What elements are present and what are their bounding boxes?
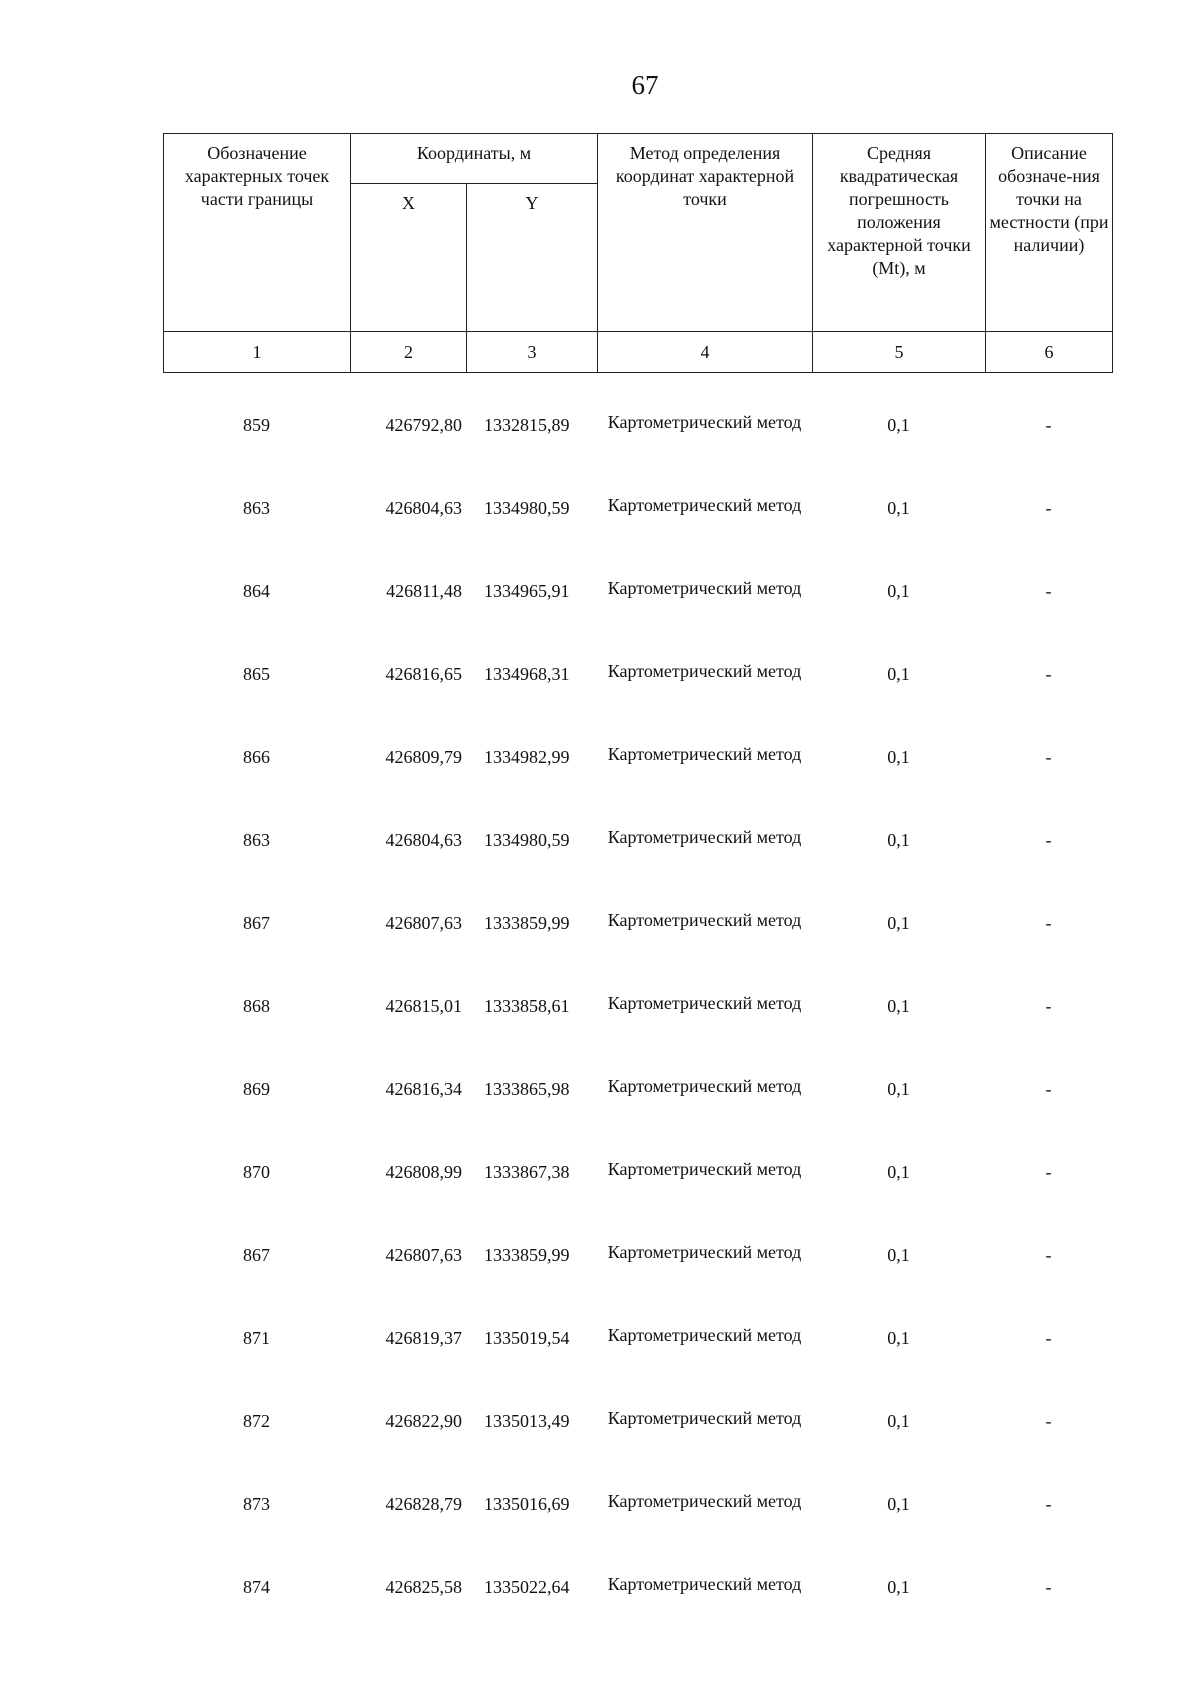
point-description: - [1045,1162,1052,1182]
method: Картометрический метод [607,744,802,764]
table-row [163,1131,1112,1214]
coordinate-y: 1335019,54 [484,1328,570,1348]
mean-error: 0,1 [887,581,910,601]
method: Картометрический метод [607,578,802,598]
mean-error: 0,1 [887,1411,910,1431]
point-description: - [1045,1577,1052,1597]
coordinate-x: 426825,58 [385,1577,462,1597]
point-designation: 859 [243,415,270,435]
coordinate-x: 426828,79 [385,1494,462,1514]
mean-error: 0,1 [887,664,910,684]
column-number: 6 [986,332,1113,373]
coordinate-y: 1335022,64 [484,1577,570,1597]
coordinate-y: 1334980,59 [484,498,570,518]
coordinate-y: 1333865,98 [484,1079,570,1099]
coordinate-y: 1333858,61 [484,996,570,1016]
method: Картометрический метод [607,495,802,515]
table-row [163,965,1112,1048]
method: Картометрический метод [607,1159,802,1179]
point-description: - [1045,1245,1052,1265]
header-mean-error: Средняя квадратическая погрешность положения характерной точки (Mt), м [813,134,986,332]
method: Картометрический метод [607,993,802,1013]
method: Картометрический метод [607,910,802,930]
table-header [163,133,1113,373]
method: Картометрический метод [607,412,802,432]
coordinate-y: 1333859,99 [484,1245,570,1265]
mean-error: 0,1 [887,996,910,1016]
point-description: - [1045,830,1052,850]
header-y: Y [467,184,598,332]
table-row [163,633,1112,716]
method: Картометрический метод [607,1408,802,1428]
table-row [163,1463,1112,1546]
table-row [163,550,1112,633]
column-number: 1 [164,332,351,373]
table-row [163,1048,1112,1131]
method: Картометрический метод [607,1491,802,1511]
method: Картометрический метод [607,827,802,847]
point-description: - [1045,1494,1052,1514]
method: Картометрический метод [607,1242,802,1262]
point-designation: 865 [243,664,270,684]
mean-error: 0,1 [887,1494,910,1514]
point-designation: 866 [243,747,270,767]
method: Картометрический метод [607,661,802,681]
mean-error: 0,1 [887,1577,910,1597]
mean-error: 0,1 [887,1079,910,1099]
point-description: - [1045,664,1052,684]
coordinate-y: 1334965,91 [484,581,570,601]
method: Картометрический метод [607,1076,802,1096]
coordinate-x: 426808,99 [385,1162,462,1182]
mean-error: 0,1 [887,1162,910,1182]
coordinate-x: 426815,01 [385,996,462,1016]
coordinate-y: 1333867,38 [484,1162,570,1182]
table-row [163,1297,1112,1380]
mean-error: 0,1 [887,830,910,850]
point-designation: 873 [243,1494,270,1514]
coordinates-table-body [163,384,1112,1629]
header-x: X [351,184,467,332]
table-row [163,882,1112,965]
header-method: Метод определения координат характерной точки [598,134,813,332]
point-designation: 868 [243,996,270,1016]
point-designation: 864 [243,581,270,601]
coordinate-y: 1334980,59 [484,830,570,850]
point-description: - [1045,747,1052,767]
point-designation: 867 [243,1245,270,1265]
point-designation: 872 [243,1411,270,1431]
point-designation: 869 [243,1079,270,1099]
table-row [163,716,1112,799]
point-description: - [1045,913,1052,933]
coordinate-y: 1334982,99 [484,747,570,767]
mean-error: 0,1 [887,1245,910,1265]
coordinate-y: 1335013,49 [484,1411,570,1431]
header-point-designation: Обозначение характерных точек части границы [164,134,351,332]
table-row [163,799,1112,882]
coordinate-y: 1333859,99 [484,913,570,933]
column-number: 5 [813,332,986,373]
point-designation: 863 [243,830,270,850]
coordinate-x: 426822,90 [385,1411,462,1431]
coordinate-x: 426804,63 [385,830,462,850]
header-coordinates: Координаты, м [351,134,598,184]
mean-error: 0,1 [887,415,910,435]
point-designation: 863 [243,498,270,518]
coordinate-y: 1334968,31 [484,664,570,684]
point-designation: 867 [243,913,270,933]
point-description: - [1045,1411,1052,1431]
column-number: 3 [467,332,598,373]
coordinate-x: 426811,48 [386,581,462,601]
table-row [163,384,1112,467]
coordinate-x: 426809,79 [385,747,462,767]
mean-error: 0,1 [887,498,910,518]
page-number: 67 [631,70,659,100]
point-description: - [1045,581,1052,601]
coordinate-y: 1335016,69 [484,1494,570,1514]
coordinate-x: 426807,63 [385,913,462,933]
point-description: - [1045,1328,1052,1348]
mean-error: 0,1 [887,747,910,767]
point-designation: 870 [243,1162,270,1182]
mean-error: 0,1 [887,913,910,933]
table-row [163,1214,1112,1297]
coordinate-y: 1332815,89 [484,415,570,435]
column-number: 4 [598,332,813,373]
method: Картометрический метод [607,1574,802,1594]
mean-error: 0,1 [887,1328,910,1348]
coordinate-x: 426816,34 [385,1079,462,1099]
header-description: Описание обозначе-ния точки на местности (при наличии) [986,134,1113,332]
table-row [163,1546,1112,1629]
coordinate-x: 426819,37 [385,1328,462,1348]
point-description: - [1045,415,1052,435]
table-row [163,1380,1112,1463]
point-description: - [1045,996,1052,1016]
coordinate-x: 426807,63 [385,1245,462,1265]
coordinate-x: 426792,80 [385,415,462,435]
point-description: - [1045,498,1052,518]
table-row [163,467,1112,550]
column-number: 2 [351,332,467,373]
point-designation: 874 [243,1577,270,1597]
coordinate-x: 426816,65 [385,664,462,684]
point-description: - [1045,1079,1052,1099]
method: Картометрический метод [607,1325,802,1345]
point-designation: 871 [243,1328,270,1348]
coordinate-x: 426804,63 [385,498,462,518]
